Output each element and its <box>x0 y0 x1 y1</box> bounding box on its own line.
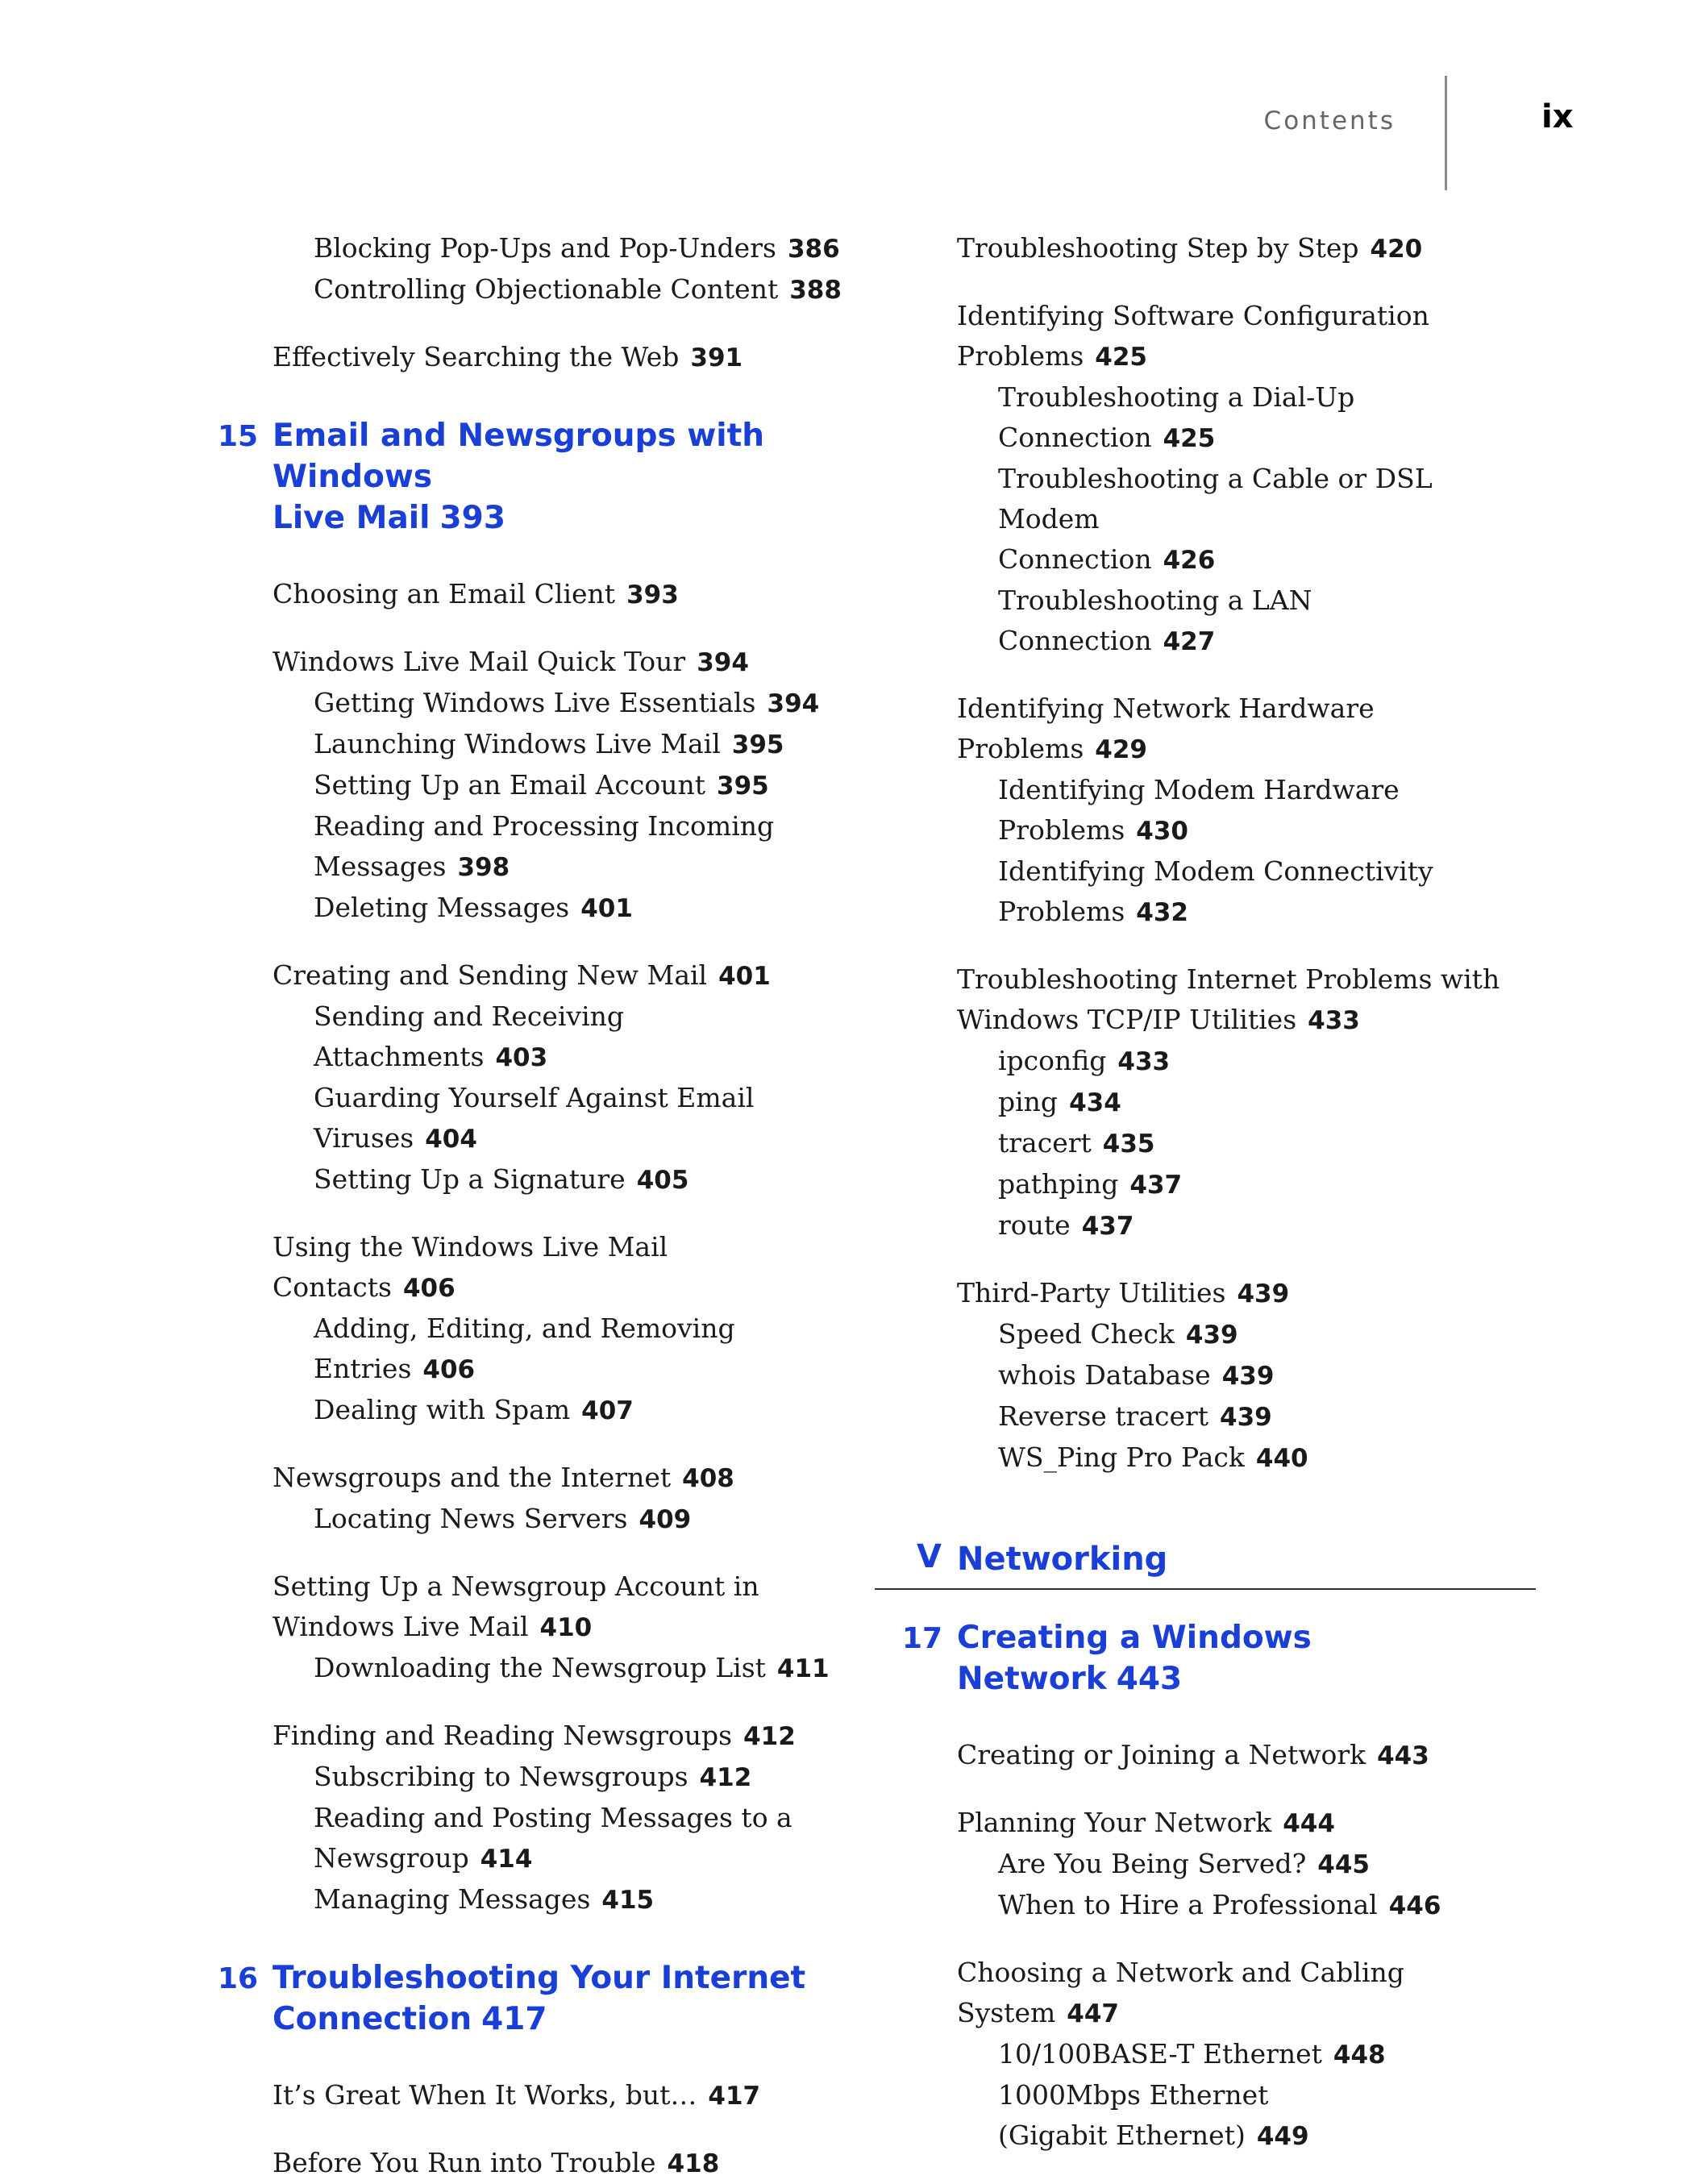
entry-page-number: 420 <box>1370 235 1423 264</box>
entry-text: Entries <box>314 1353 412 1384</box>
toc-entry[interactable] <box>272 2143 856 2184</box>
toc-subentry[interactable] <box>272 1648 856 1689</box>
toc-subentry[interactable] <box>957 851 1536 892</box>
toc-subentry[interactable] <box>957 1355 1536 1396</box>
entry-text: Sending and Receiving Attachments <box>314 1000 624 1072</box>
toc-section <box>875 296 1536 662</box>
toc-section <box>211 642 856 929</box>
toc-entry[interactable] <box>272 2075 856 2116</box>
toc-section <box>211 955 856 1200</box>
entry-text: Guarding Yourself Against Email <box>314 1082 755 1113</box>
entry-text: pathping <box>998 1168 1119 1200</box>
toc-section <box>211 2075 856 2116</box>
entry-text: Reading and Posting Messages to a <box>314 1802 792 1833</box>
entry-page-number: 425 <box>1095 343 1148 372</box>
entry-page-number: 425 <box>1163 424 1216 453</box>
toc-entry[interactable] <box>272 642 856 683</box>
toc-section <box>211 1566 856 1689</box>
entry-page-number: 440 <box>1255 1444 1308 1473</box>
toc-subentry[interactable] <box>957 1205 1536 1246</box>
toc-subentry[interactable] <box>957 2115 1536 2157</box>
entry-text: Before You Run into Trouble <box>272 2147 656 2178</box>
entry-text: Using the Windows Live Mail Contacts <box>272 1231 668 1303</box>
entry-text: Reading and Processing Incoming <box>314 810 775 842</box>
toc-section <box>211 1716 856 1920</box>
toc-subentry[interactable] <box>957 1123 1536 1164</box>
toc-subentry[interactable] <box>272 1499 856 1540</box>
entry-text: Identifying Modem Connectivity <box>998 855 1433 887</box>
entry-page-number: 439 <box>1185 1321 1238 1350</box>
toc-subentry[interactable] <box>272 1308 856 1349</box>
entry-text: Problems <box>957 340 1084 372</box>
entry-text: Locating News Servers <box>314 1503 628 1534</box>
toc-subentry[interactable] <box>272 1159 856 1200</box>
entry-page-number: 429 <box>1095 735 1148 764</box>
toc-subentry[interactable] <box>957 1437 1536 1479</box>
toc-entry-text[interactable]: Setting Up a Newsgroup Account in <box>272 1570 759 1602</box>
header-divider <box>1445 76 1447 190</box>
toc-subentry[interactable] <box>272 765 856 806</box>
entry-page-number: 393 <box>626 580 679 609</box>
entry-page-number: 418 <box>667 2149 720 2178</box>
toc-entry[interactable] <box>957 228 1536 269</box>
entry-text: System <box>957 1997 1056 2028</box>
entry-page-number: 395 <box>731 730 784 759</box>
entry-text: Troubleshooting a Cable or DSL Modem <box>998 463 1433 535</box>
entry-page-number: 432 <box>1136 898 1189 927</box>
entry-text: Choosing an Email Client <box>272 578 616 609</box>
entry-page-number: 437 <box>1081 1212 1134 1241</box>
toc-entry[interactable] <box>272 1458 856 1499</box>
entry-text: Subscribing to Newsgroups <box>314 1761 688 1792</box>
toc-section <box>875 1735 1536 1776</box>
entry-text: Messages <box>314 851 447 882</box>
toc-entry[interactable] <box>272 955 856 996</box>
chapter-page: 443 <box>1116 1661 1183 1697</box>
entry-page-number: 412 <box>699 1763 752 1792</box>
entry-page-number: 410 <box>539 1613 593 1642</box>
entry-text: 10/100BASE-T Ethernet <box>998 2038 1322 2070</box>
entry-text: Setting Up an Email Account <box>314 769 706 801</box>
toc-subentry[interactable] <box>957 1041 1536 1082</box>
chapter-page: 393 <box>439 500 505 536</box>
entry-page-number: 426 <box>1163 546 1216 575</box>
toc-entry[interactable] <box>957 1273 1536 1314</box>
toc-entry-text[interactable]: Troubleshooting Internet Problems with <box>957 963 1500 995</box>
entry-text: Newsgroups and the Internet <box>272 1462 672 1493</box>
toc-section <box>211 1227 856 1431</box>
toc-entry[interactable] <box>957 336 1536 377</box>
entry-page-number: 411 <box>776 1654 830 1683</box>
entry-page-number: 439 <box>1221 1362 1275 1391</box>
entry-page-number: 406 <box>402 1274 455 1303</box>
entry-text: Identifying Modem Hardware <box>998 774 1400 805</box>
entry-page-number: 394 <box>697 648 749 677</box>
toc-subentry[interactable] <box>957 2075 1536 2115</box>
toc-section <box>211 574 856 615</box>
entry-text: Connection <box>998 543 1152 575</box>
toc-subentry[interactable] <box>272 1118 856 1159</box>
entry-text: Planning Your Network <box>957 1807 1272 1838</box>
toc-entry[interactable] <box>957 1803 1536 1844</box>
toc-subentry[interactable] <box>272 1390 856 1431</box>
toc-subentry[interactable] <box>957 2034 1536 2075</box>
entry-page-number: 408 <box>682 1464 734 1493</box>
entry-text: route <box>998 1209 1071 1241</box>
entry-page-number: 430 <box>1136 817 1189 846</box>
entry-text: 1000Mbps Ethernet <box>998 2079 1269 2111</box>
entry-text: Windows TCP/IP Utilities <box>957 1004 1297 1035</box>
toc-section <box>211 1458 856 1540</box>
entry-text: Problems <box>998 896 1125 927</box>
entry-text: Speed Check <box>998 1318 1175 1350</box>
entry-text: Are You Being Served? <box>998 1848 1307 1879</box>
toc-subentry[interactable] <box>957 377 1536 418</box>
toc-section <box>875 688 1536 933</box>
entry-text: Creating and Sending New Mail <box>272 959 708 991</box>
chapter-title: Troubleshooting Your Internet Connection 417 <box>272 1960 806 2037</box>
entry-page-number: 427 <box>1163 627 1216 656</box>
entry-text: ipconfig <box>998 1045 1107 1076</box>
entry-page-number: 409 <box>639 1505 692 1534</box>
toc-subentry[interactable] <box>272 228 856 269</box>
toc-section <box>211 2143 856 2184</box>
toc-subentry[interactable] <box>272 1838 856 1879</box>
toc-subentry[interactable] <box>957 1314 1536 1355</box>
entry-text: Effectively Searching the Web <box>272 341 680 372</box>
entry-page-number: 388 <box>789 276 842 305</box>
entry-page-number: 401 <box>580 894 633 923</box>
entry-page-number: 391 <box>690 343 743 372</box>
entry-text: Deleting Messages <box>314 892 570 923</box>
toc-group <box>211 228 856 378</box>
chapter-17-heading[interactable] <box>875 1617 1536 1699</box>
part-number: V <box>917 1538 942 1575</box>
toc-entry[interactable] <box>272 1607 856 1648</box>
toc-group <box>875 1735 1536 2157</box>
entry-page-number: 406 <box>422 1355 476 1384</box>
entry-page-number: 435 <box>1102 1129 1155 1159</box>
toc-subentry[interactable] <box>272 847 856 888</box>
entry-page-number: 437 <box>1129 1171 1183 1200</box>
chapter-number: 15 <box>218 420 259 453</box>
toc-entry-text[interactable]: Identifying Network Hardware <box>957 693 1375 724</box>
right-column <box>875 228 1536 2157</box>
toc-subentry[interactable] <box>272 1757 856 1798</box>
toc-subentry[interactable] <box>957 1885 1536 1926</box>
entry-text: Getting Windows Live Essentials <box>314 687 756 718</box>
toc-subentry[interactable] <box>272 724 856 765</box>
toc-subentry[interactable] <box>272 1879 856 1920</box>
entry-text: whois Database <box>998 1359 1211 1391</box>
toc-subentry[interactable] <box>957 1396 1536 1437</box>
entry-page-number: 401 <box>718 962 771 991</box>
toc-section <box>875 1273 1536 1479</box>
entry-page-number: 398 <box>457 853 510 882</box>
entry-page-number: 445 <box>1317 1850 1370 1879</box>
entry-text: Dealing with Spam <box>314 1394 571 1425</box>
entry-text: Troubleshooting Step by Step <box>957 232 1359 264</box>
entry-text: WS_Ping Pro Pack <box>998 1441 1245 1473</box>
toc-subentry[interactable] <box>957 1844 1536 1885</box>
toc-entry[interactable] <box>272 574 856 615</box>
toc-entry[interactable] <box>272 1227 856 1308</box>
entry-page-number: 449 <box>1256 2122 1309 2151</box>
page-number: ix <box>1541 98 1574 135</box>
entry-text: Troubleshooting a LAN Connection <box>998 584 1312 656</box>
chapter-16-heading[interactable] <box>211 1957 856 2040</box>
entry-text: Third-Party Utilities <box>957 1277 1226 1308</box>
entry-page-number: 403 <box>495 1043 548 1072</box>
toc-group <box>211 2075 856 2184</box>
entry-text: Blocking Pop-Ups and Pop-Unders <box>314 232 776 264</box>
toc-group <box>211 574 856 1920</box>
chapter-number: 16 <box>218 1962 259 1995</box>
toc-subentry[interactable] <box>957 810 1536 851</box>
toc-subentry[interactable] <box>957 892 1536 933</box>
toc-entry[interactable] <box>957 1735 1536 1776</box>
entry-page-number: 405 <box>636 1166 689 1195</box>
entry-page-number: 439 <box>1220 1403 1272 1432</box>
entry-text: Connection <box>998 422 1152 453</box>
toc-section <box>875 959 1536 1246</box>
toc-group <box>875 228 1536 1479</box>
entry-page-number: 434 <box>1069 1088 1121 1117</box>
entry-page-number: 414 <box>480 1845 533 1874</box>
toc-entry-text[interactable]: Identifying Software Configuration <box>957 300 1429 331</box>
entry-page-number: 404 <box>425 1125 477 1154</box>
toc-entry[interactable] <box>272 337 856 378</box>
entry-page-number: 444 <box>1283 1809 1335 1838</box>
entry-page-number: 395 <box>717 772 769 801</box>
entry-page-number: 433 <box>1117 1047 1171 1076</box>
entry-page-number: 446 <box>1388 1891 1441 1920</box>
entry-text: tracert <box>998 1127 1092 1159</box>
toc-subentry[interactable] <box>272 269 856 310</box>
entry-text: Adding, Editing, and Removing <box>314 1312 735 1344</box>
entry-text: Problems <box>998 814 1125 846</box>
toc-subentry[interactable] <box>957 539 1536 580</box>
entry-page-number: 386 <box>787 235 840 264</box>
entry-text: Controlling Objectionable Content <box>314 273 779 305</box>
running-header: Contents <box>1263 106 1396 135</box>
toc-subentry[interactable] <box>957 459 1536 539</box>
entry-text: Viruses <box>314 1122 414 1154</box>
toc-subentry[interactable] <box>957 580 1536 662</box>
toc-subentry[interactable] <box>272 806 856 847</box>
entry-text: Downloading the Newsgroup List <box>314 1652 766 1683</box>
entry-text: Creating or Joining a Network <box>957 1739 1366 1770</box>
entry-text: Newsgroup <box>314 1842 469 1874</box>
entry-page-number: 417 <box>708 2082 761 2111</box>
toc-section <box>211 337 856 378</box>
part-title: Networking <box>957 1541 1168 1578</box>
chapter-15-heading[interactable] <box>211 415 856 539</box>
entry-page-number: 443 <box>1377 1741 1429 1770</box>
entry-text: ping <box>998 1086 1059 1117</box>
entry-text: Troubleshooting a Dial-Up <box>998 381 1355 413</box>
toc-section <box>211 228 856 310</box>
part-heading[interactable] <box>875 1538 1536 1590</box>
entry-text: It’s Great When It Works, but… <box>272 2079 697 2111</box>
chapter-title: Creating a Windows Network 443 <box>957 1620 1312 1697</box>
entry-text: Setting Up a Signature <box>314 1163 626 1195</box>
entry-page-number: 394 <box>767 689 820 718</box>
chapter-page: 417 <box>481 2001 547 2037</box>
entry-text: Windows Live Mail <box>272 1611 529 1642</box>
entry-page-number: 415 <box>601 1886 655 1915</box>
toc-subentry[interactable] <box>957 418 1536 459</box>
toc-subentry[interactable] <box>272 1349 856 1390</box>
chapter-title: Email and Newsgroups with Windows Live Mail 393 <box>272 418 765 536</box>
toc-subentry[interactable] <box>272 683 856 724</box>
entry-text: Launching Windows Live Mail <box>314 728 721 759</box>
toc-entry[interactable] <box>272 1716 856 1757</box>
entry-text: When to Hire a Professional <box>998 1889 1378 1920</box>
entry-page-number: 448 <box>1333 2040 1386 2070</box>
toc-subentry[interactable] <box>957 1082 1536 1123</box>
toc-subentry[interactable] <box>272 1078 856 1118</box>
toc-section <box>875 1803 1536 1926</box>
entry-page-number: 433 <box>1308 1006 1360 1035</box>
chapter-number: 17 <box>902 1622 943 1655</box>
toc-subentry[interactable] <box>957 1164 1536 1205</box>
toc-subentry[interactable] <box>957 770 1536 810</box>
entry-page-number: 439 <box>1237 1279 1290 1308</box>
toc-entry[interactable] <box>957 1000 1536 1041</box>
entry-text: Problems <box>957 733 1084 764</box>
entry-text: Windows Live Mail Quick Tour <box>272 646 686 677</box>
toc-section <box>875 228 1536 269</box>
toc-entry-text[interactable]: Choosing a Network and Cabling <box>957 1957 1404 1988</box>
toc-entry[interactable] <box>957 1993 1536 2034</box>
entry-text: Finding and Reading Newsgroups <box>272 1720 733 1751</box>
left-column <box>211 228 856 2184</box>
entry-text: Managing Messages <box>314 1883 591 1915</box>
entry-page-number: 412 <box>743 1722 796 1751</box>
entry-page-number: 407 <box>581 1396 634 1425</box>
entry-page-number: 447 <box>1067 1999 1119 2028</box>
toc-subentry[interactable] <box>272 888 856 929</box>
toc-section <box>875 1953 1536 2157</box>
toc-subentry[interactable] <box>272 996 856 1078</box>
entry-text: (Gigabit Ethernet) <box>998 2120 1246 2151</box>
toc-subentry[interactable] <box>272 1798 856 1838</box>
entry-text: Reverse tracert <box>998 1400 1209 1432</box>
toc-entry[interactable] <box>957 729 1536 770</box>
